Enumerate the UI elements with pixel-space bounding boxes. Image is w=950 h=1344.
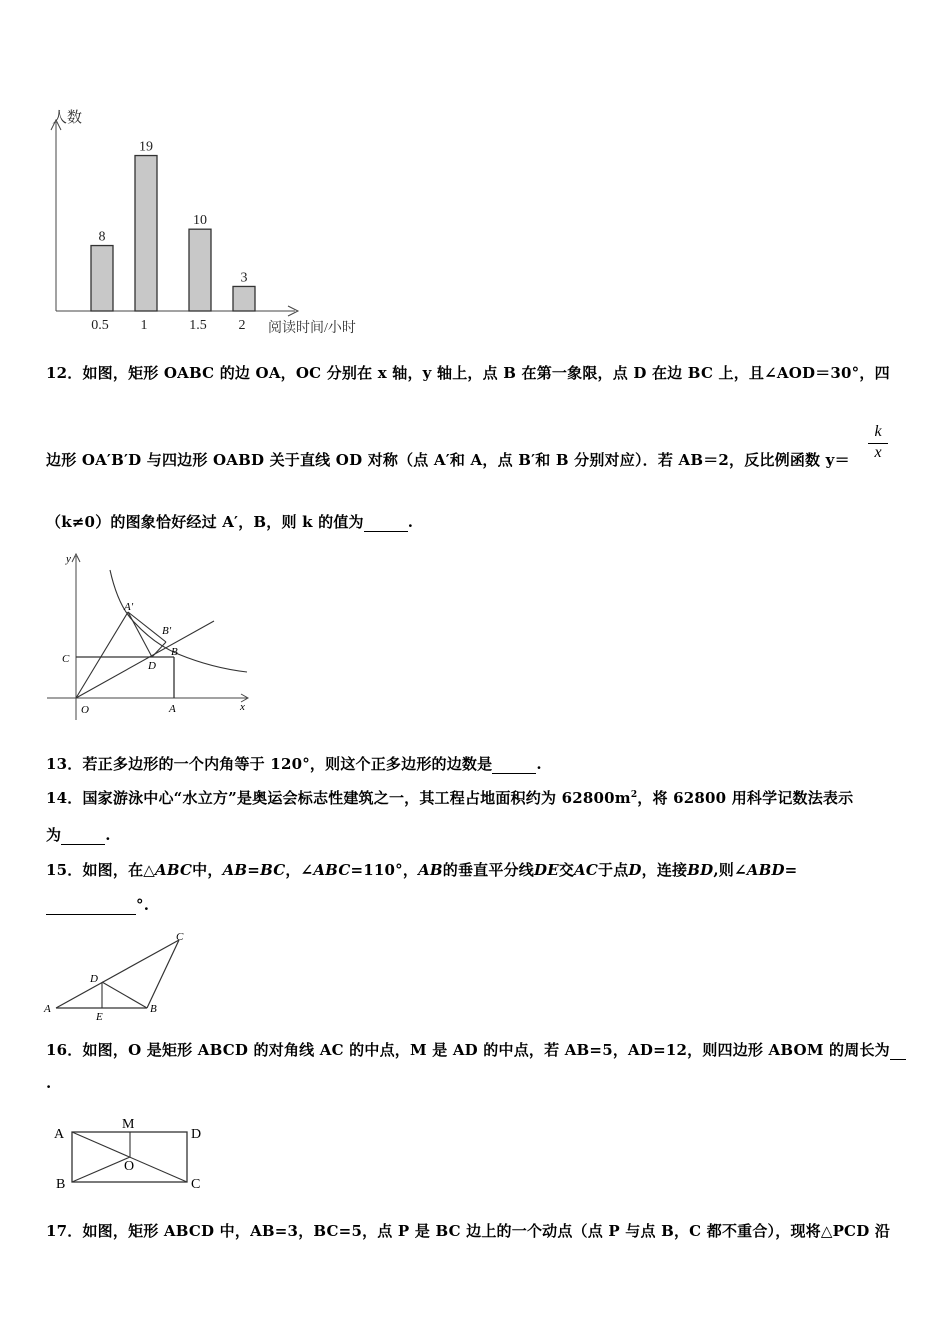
q16-label-M: M <box>122 1117 135 1132</box>
q15-t10: = <box>784 861 798 879</box>
q15-line1 <box>46 859 797 880</box>
q17-number: 17． <box>46 1222 83 1240</box>
q12-line2 <box>46 449 850 470</box>
q16-label-A: A <box>54 1127 65 1142</box>
q12-label-x: x <box>240 701 245 713</box>
q15-t6: 交 <box>558 861 575 879</box>
q16-line1 <box>46 1039 906 1060</box>
q15-t8: ，连接 <box>641 861 688 879</box>
bar-value-label: 3 <box>240 270 248 286</box>
q16-label-C: C <box>191 1177 201 1192</box>
q12-fraction <box>868 423 888 462</box>
q15-label-D: D <box>90 973 98 985</box>
q16-number: 16． <box>46 1041 83 1059</box>
q15-label-A: A <box>44 1003 51 1015</box>
q12-figure <box>42 548 257 723</box>
q12-answer-blank <box>364 513 408 532</box>
q16-answer-blank <box>890 1041 906 1060</box>
q15-i7: D <box>628 861 642 879</box>
x-tick-label: 1.5 <box>189 318 207 333</box>
bar-1 <box>135 156 157 311</box>
q12-text-line1: 如图，矩形 OABC 的边 OA，OC 分别在 x 轴，y 轴上，点 B 在第一象限，点 D 在边 BC 上，且∠AOD＝30°，四 <box>82 364 890 382</box>
q15-t3: ，∠ <box>285 861 314 879</box>
q16-period: . <box>46 1074 52 1092</box>
q16-line2 <box>46 1074 51 1092</box>
q12-label-B-prime: B′ <box>162 625 172 637</box>
q12-fraction-numerator: k <box>874 423 882 440</box>
q17-line1 <box>46 1220 890 1241</box>
q15-label-B: B <box>150 1003 157 1015</box>
bar-value-label: 8 <box>98 229 106 245</box>
q12-text-line3: （k≠0）的图象恰好经过 A′，B，则 k 的值为 <box>46 513 364 531</box>
q15-t7: 于点 <box>598 861 629 879</box>
q13-line <box>46 753 542 774</box>
q16-label-D: D <box>191 1127 202 1142</box>
q16-text: 如图，O 是矩形 ABCD 的对角线 AC 的中点，M 是 AD 的中点，若 AB=5，AD=12，则四边形 ABOM 的周长为 <box>82 1041 890 1059</box>
q12-label-A-prime: A′ <box>124 601 134 613</box>
q15-t2: 中， <box>192 861 223 879</box>
q13-period: . <box>536 755 542 773</box>
q12-period: . <box>407 513 414 531</box>
q15-i6: AC <box>574 861 599 879</box>
q15-t5: 的垂直平分线 <box>442 861 534 879</box>
bar-2 <box>233 286 255 311</box>
bar-value-label: 10 <box>193 213 207 229</box>
q16-label-B: B <box>56 1177 66 1192</box>
q14-number: 14． <box>46 789 83 807</box>
q15-degree-end: °. <box>136 896 150 914</box>
q12-label-O: O <box>81 704 89 716</box>
q15-figure <box>42 930 197 1022</box>
q15-answer-blank <box>46 896 136 915</box>
x-tick-label: 2 <box>238 318 246 333</box>
q14-answer-blank <box>61 826 105 845</box>
q14-superscript: 2 <box>630 790 638 800</box>
bar-1.5 <box>189 229 211 311</box>
q13-text: 若正多边形的一个内角等于 120°，则这个正多边形的边数是 <box>82 755 493 773</box>
q15-t4: =110°， <box>350 861 419 879</box>
q15-i4: AB <box>418 861 443 879</box>
q16-figure <box>48 1112 218 1194</box>
q15-t9: ,则∠ <box>713 861 747 879</box>
reading-time-bar-chart <box>40 100 390 345</box>
q15-line2 <box>46 896 149 915</box>
q12-line1 <box>46 362 890 383</box>
q12-text-line2: 边形 OA′B′D 与四边形 OABD 关于直线 OD 对称（点 A′和 A，点 B′和 B 分别对应）．若 AB＝2，反比例函数 y＝ <box>46 451 850 469</box>
q12-label-B: B <box>171 646 178 658</box>
q12-label-D: D <box>148 660 156 672</box>
q16-label-O: O <box>124 1159 135 1174</box>
x-axis-label: 阅读时间/小时 <box>268 321 356 336</box>
q15-number: 15． <box>46 861 83 879</box>
q12-fraction-denominator: x <box>874 444 882 461</box>
x-tick-label: 0.5 <box>91 318 109 333</box>
q15-label-E: E <box>96 1011 103 1022</box>
q15-i3: ABC <box>313 861 351 879</box>
q12-label-C: C <box>62 653 70 665</box>
q15-i5: DE <box>533 861 559 879</box>
q15-i9: ABD <box>746 861 785 879</box>
q13-number: 13． <box>46 755 83 773</box>
q14-line2 <box>46 824 111 845</box>
q14-text: 国家游泳中心“水立方”是奥运会标志性建筑之一，其工程占地面积约为 62800m <box>82 789 631 807</box>
x-tick-label: 1 <box>140 318 148 333</box>
q14-line2-text: 为 <box>46 826 62 844</box>
q14-line1 <box>46 787 853 808</box>
q15-i2: AB=BC <box>222 861 286 879</box>
q15-t1: 如图，在△ <box>82 861 156 879</box>
q17-text: 如图，矩形 ABCD 中，AB=3，BC=5，点 P 是 BC 边上的一个动点（点 P 与点 B，C 都不重合），现将△PCD 沿 <box>82 1222 891 1240</box>
q12-label-y: y <box>66 553 71 565</box>
q14-text2: ，将 62800 用科学记数法表示 <box>637 789 854 807</box>
y-axis-label: 人数 <box>52 110 83 126</box>
q13-answer-blank <box>492 755 536 774</box>
q15-i8: BD <box>687 861 714 879</box>
q15-label-C: C <box>176 931 184 943</box>
bar-0.5 <box>91 246 113 311</box>
q15-i1: ABC <box>155 861 193 879</box>
q14-period: . <box>105 826 111 844</box>
q12-number: 12． <box>46 364 83 382</box>
q12-line3 <box>46 511 413 532</box>
q12-label-A: A <box>169 703 176 715</box>
bar-value-label: 19 <box>139 139 153 155</box>
